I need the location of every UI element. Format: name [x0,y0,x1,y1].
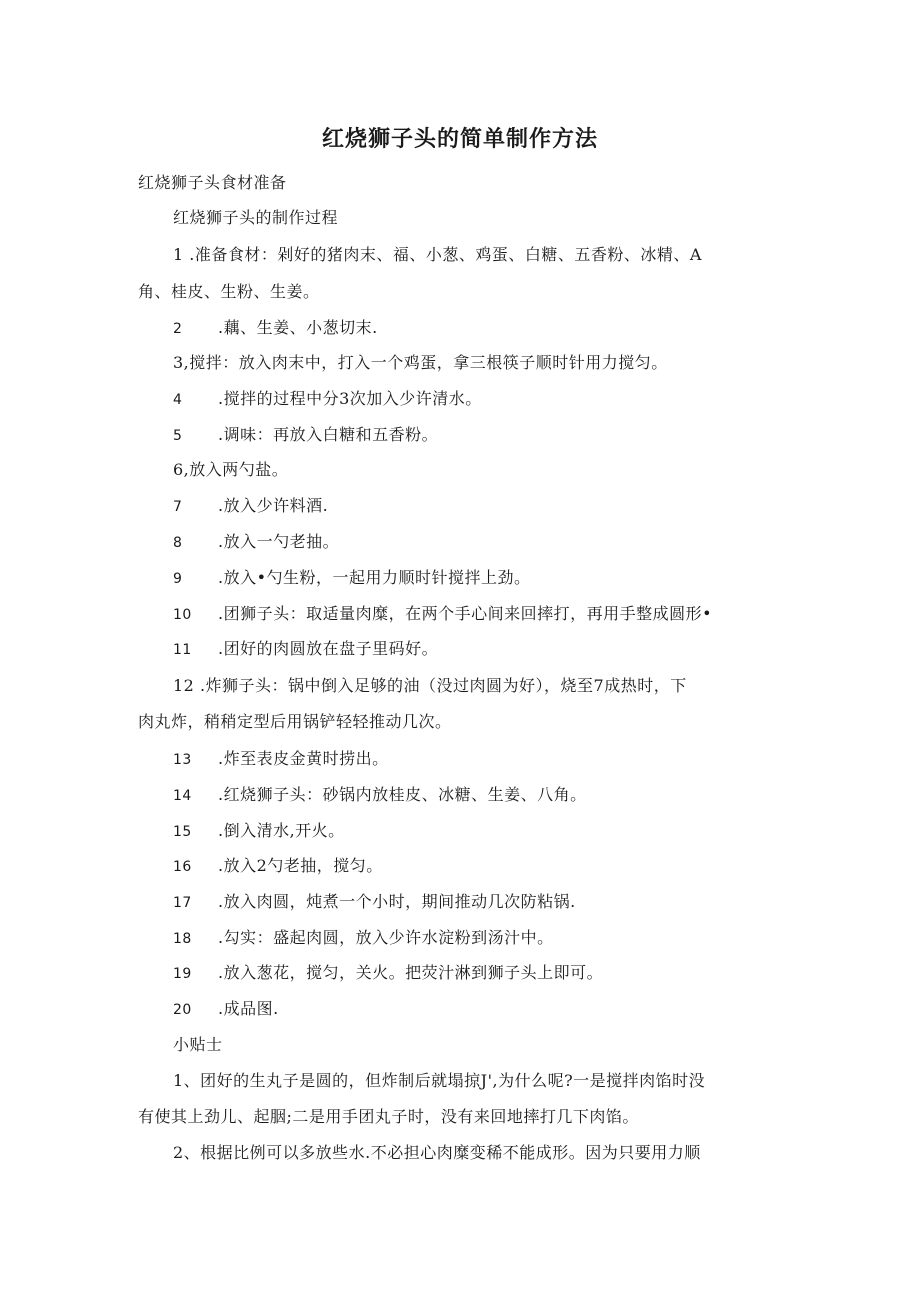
step-text: .勾实：盛起肉圆，放入少许水淀粉到汤汁中。 [218,928,554,947]
step-item [173,603,712,626]
tip-2-line-1: 2、根据比例可以多放些水.不必担心肉糜变稀不能成形。因为只要用力顺 [173,1143,701,1162]
step-text: .倒入清水,开火。 [218,821,345,840]
section-process-heading: 红烧狮子头的制作过程 [173,208,339,227]
document-title: 红烧狮子头的简单制作方法 [321,127,598,152]
step-item [173,855,383,878]
step-item [173,317,378,340]
step-number: 15 [173,824,192,840]
step-text: .炸至表皮金黄时捞出。 [218,749,389,768]
tip-1-line-2: 有使其上劲儿、起胭;二是用手团丸子时，没有来回地摔打几下肉馅。 [138,1107,639,1126]
step-text: .团好的肉圆放在盘子里码好。 [218,639,439,658]
step-number: 11 [173,642,192,658]
step-item [173,531,339,554]
step-number: 9 [173,571,183,587]
step-text: .红烧狮子头：砂锅内放桂皮、冰糖、生姜、八角。 [218,785,587,804]
step-text: .放入一勺老抽。 [218,532,340,551]
step-item [173,998,279,1021]
step-text: .放入肉圆，炖煮一个小时，期间推动几次防粘锅. [218,892,576,911]
step-number: 18 [173,931,192,947]
step-item [173,820,345,843]
step-text: .藕、生姜、小葱切末. [218,318,378,337]
step-item [173,962,603,985]
step-item [173,748,389,771]
step-number: 4 [173,392,183,408]
step-number: 8 [173,535,183,551]
step-1-line-2: 角、桂皮、生粉、生姜。 [138,282,320,301]
step-number: 14 [173,788,192,804]
step-item [173,784,587,807]
step-number: 10 [173,607,192,623]
step-number: 16 [173,859,192,875]
step-text: .放入少许料酒. [218,496,329,515]
step-text: .成品图. [218,999,279,1018]
step-text: .团狮子头：取适量肉糜，在两个手心间来回摔打，再用手整成圆形• [218,604,713,623]
step-text: 6,放入两勺盐。 [173,460,289,479]
step-item [173,388,482,411]
step-text: .调味：再放入白糖和五香粉。 [218,425,439,444]
step-text: .放入葱花，搅匀，关火。把荧汁淋到狮子头上即可。 [218,963,604,982]
step-item [173,352,668,374]
step-number: 5 [173,428,183,444]
step-number: 7 [173,499,183,515]
tip-1-line-1: 1、团好的生丸子是圆的，但炸制后就塌掠J',为什么呢?一是搅拌肉馅时没 [173,1071,706,1090]
step-item [173,638,438,661]
step-item [173,495,328,518]
step-text: 3,搅拌：放入肉末中，打入一个鸡蛋，拿三根筷子顺时针用力搅匀。 [173,353,668,372]
step-item [173,891,576,914]
step-item [173,459,288,481]
section-ingredients-heading: 红烧狮子头食材准备 [138,173,287,192]
step-text: .搅拌的过程中分3次加入少许清水。 [218,389,482,408]
step-number: 2 [173,321,183,337]
step-1-line-1: 1 .准备食材：剁好的猪肉末、福、小葱、鸡蛋、白糖、五香粉、冰精、A [173,245,702,264]
step-12-line-1: 12 .炸狮子头：锅中倒入足够的油（没过肉圆为好），烧至7成热时，下 [173,676,687,695]
step-text: .放入2勺老抽，搅匀。 [218,856,383,875]
step-text: .放入•勺生粉，一起用力顺时针搅拌上劲。 [218,568,531,587]
step-item [173,567,531,590]
step-12-line-2: 肉丸炸，稍稍定型后用锅铲轻轻推动几次。 [138,712,452,731]
step-number: 20 [173,1002,192,1018]
tips-heading: 小贴士 [173,1035,223,1054]
step-item [173,424,438,447]
step-item [173,927,554,950]
step-number: 19 [173,966,192,982]
step-number: 17 [173,895,192,911]
step-number: 13 [173,752,192,768]
